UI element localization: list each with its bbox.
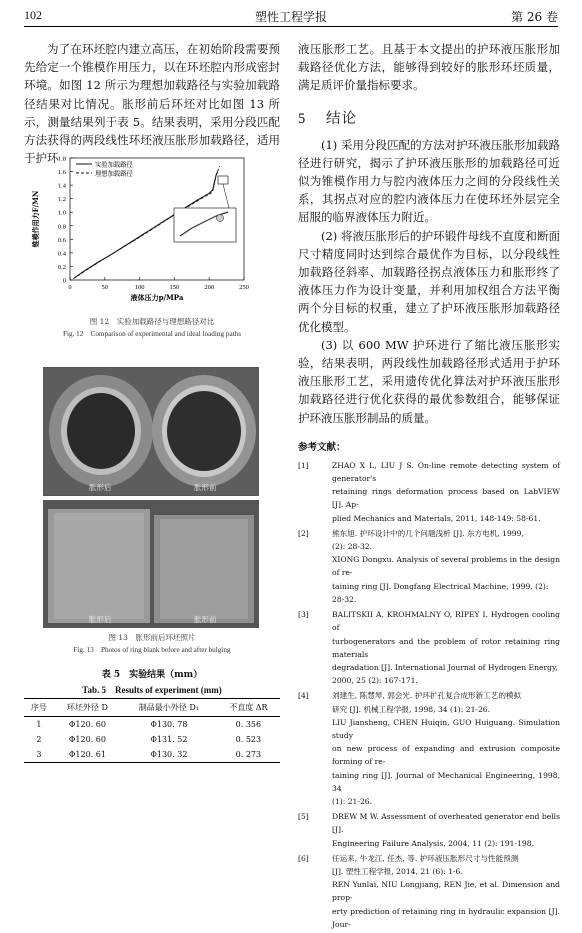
reference-number: [1]	[298, 460, 309, 470]
reference-line: 28-32.	[332, 594, 357, 604]
fig12-caption-cn: 图 12 实验加载路径与理想路径对比	[89, 317, 215, 326]
reference-line: taining ring [J]. Journal of Mechanical Engineering, 1998, 34	[332, 770, 560, 793]
table-cell: Φ130. 78	[150, 720, 188, 729]
photo-label-after: 胀形后	[89, 483, 112, 492]
y-tick-label: 1.8	[57, 155, 66, 163]
reference-line: 刘建生, 陈慧琴, 郭会光. 护环扩孔复合成形新工艺的模拟	[332, 691, 522, 701]
reference-line: REN Yunlai, NIU Longjiang, REN Jie, et al. Dimension and prop-	[332, 880, 560, 903]
y-axis-label: 锥模作用力F/MN	[31, 190, 40, 248]
reference-number: [5]	[298, 812, 309, 822]
right-column	[298, 40, 560, 933]
photo-label-before-2: 胀形前	[194, 615, 217, 624]
table-row	[24, 732, 280, 747]
y-tick-label: 1.0	[57, 209, 66, 217]
x-tick-label: 0	[68, 284, 72, 291]
table-5	[24, 668, 280, 763]
y-tick-label: 0.4	[57, 250, 66, 258]
fig13-caption-cn: 图 13 胀形前后环坯照片	[108, 633, 196, 642]
reference-list	[298, 459, 560, 931]
table-cell: Φ131. 52	[150, 735, 188, 744]
results-table	[24, 698, 280, 763]
body-paragraph: 为了在环坯腔内建立高压，在初始阶段需要预先给定一个锥模作用压力，以在环坯腔内形成密封环境。如图 12 所示为理想加载路径与实验加载路径结果对比情况。胀形前后环坯对比如图 13 所示，测量结果列于表 5。结果表明，采用分段匹配方法获得的两段线性环坯液压胀形加载路径，适用于护环	[24, 42, 280, 166]
table-title-cn: 表 5 实验结果（mm）	[101, 670, 203, 680]
header-rule	[24, 26, 558, 27]
reference-number: [3]	[298, 610, 309, 620]
page-header	[24, 6, 558, 26]
reference-line: degradation [J]. International Journal of Hydrogen Energy,	[332, 662, 558, 672]
reference-item	[298, 810, 560, 850]
section-number: 5	[298, 110, 307, 127]
fig13-caption	[24, 632, 280, 656]
inset-marker	[217, 215, 224, 222]
reference-line: LIU Jiansheng, CHEN Huiqin, GUO Huiguang. Simulation study	[332, 717, 560, 740]
inset-frame	[174, 208, 236, 242]
y-tick-label: 0.8	[57, 223, 66, 231]
reference-item	[298, 459, 560, 525]
reference-item	[298, 527, 560, 606]
table-cell: 2	[36, 735, 42, 744]
table-cell: 0. 523	[235, 735, 262, 744]
reference-line: (1): 21-26.	[332, 796, 373, 806]
reference-number: [6]	[298, 853, 309, 863]
y-tick-label: 0.2	[57, 263, 66, 271]
figure-12	[24, 150, 280, 338]
reference-line: Engineering Failure Analysis, 2004, 11 (2): 191-198.	[332, 838, 534, 848]
photo-label-before: 胀形前	[194, 483, 217, 492]
reference-item	[298, 608, 560, 687]
x-tick-label: 250	[239, 284, 249, 291]
reference-line: 熊东旭. 护环设计中的几个问题浅析 [J]. 东方电机, 1999,	[332, 528, 524, 538]
reference-line: turbogenerators and the problem of rotor retaining ring materials	[332, 636, 560, 659]
reference-number: [4]	[298, 691, 309, 701]
reference-number: [2]	[298, 528, 309, 538]
reference-item	[298, 852, 560, 931]
reference-line: 2000, 25 (2): 167-171.	[332, 676, 418, 686]
photo-rings-side-view	[44, 501, 258, 627]
reference-line: [J]. 塑性工程学报, 2014, 21 (6): 1-6.	[332, 866, 463, 876]
fig12-caption-en: Fig. 12 Comparison of experimental and ideal loading paths	[62, 330, 242, 338]
photo-rings-top-view	[44, 368, 258, 495]
photo-label-after-2: 胀形后	[89, 615, 112, 624]
table-cell: Φ120. 60	[68, 735, 106, 744]
x-tick-label: 50	[101, 284, 109, 291]
intro-paragraph: 液压胀形工艺。且基于本文提出的护环液压胀形加载路径优化方法，能够得到较好的胀形环坯质量，满足质评价量指标要求。	[298, 42, 560, 93]
table-header: 序号	[24, 699, 54, 717]
journal-name: 塑性工程学报	[254, 10, 327, 24]
x-tick-label: 100	[134, 284, 145, 291]
conclusion-2: (2) 将液压胀形后的护环锻件母线不直度和断面尺寸精度同时达到综合最优作为目标，以分段线性加载路径斜率、加载路径拐点液体压力和胀形终了液体压力作为设计变量，并利用加权组合方法平衡两个分目标的权重，建立了护环液压胀形加载路径优化模型。	[298, 228, 560, 334]
section-heading	[298, 107, 560, 128]
reference-line: erty prediction of retaining ring in hydraulic expansion [J]. Jour-	[332, 906, 560, 929]
y-tick-label: 0	[62, 277, 66, 285]
reference-item	[298, 689, 560, 808]
y-tick-label: 1.6	[57, 169, 66, 177]
reference-line: BALITSKII A, KROHMALNY O, RIPEY I. Hydrogen cooling of	[332, 610, 560, 633]
conclusion-1: (1) 采用分段匹配的方法对护环液压胀形加载路径进行研究，揭示了护环液压胀形的加载路径可近似为锥模作用力与腔内液体压力之间的分段线性关系，其拐点对应的腔内液体压力在使环坯外层完全屈服的临界液体压力附近。	[298, 137, 560, 225]
reference-line: taining ring [J]. Dongfang Electrical Machine, 1999, (2):	[332, 581, 549, 591]
reference-line: 研究 [J]. 机械工程学报, 1998, 34 (1): 21-26.	[332, 704, 491, 714]
x-tick-label: 200	[204, 284, 215, 291]
table-title-en: Tab. 5 Results of experiment (mm)	[82, 685, 222, 695]
fig13-caption-en: Fig. 13 Photos of ring blank before and after bulging	[73, 646, 231, 654]
table-cell: Φ120. 61	[54, 747, 121, 763]
reference-line: 任运来, 牛龙江, 任杰, 等. 护环液压胀形尺寸与性能预测	[332, 853, 519, 863]
table-cell: 0. 356	[235, 720, 262, 729]
y-tick-label: 0.6	[57, 236, 66, 244]
table-header: 制品最小外径 D₁	[121, 699, 217, 717]
table-cell: 1	[36, 720, 42, 729]
reference-line: retaining rings deformation process based on LabVIEW [J]. Ap-	[332, 487, 560, 510]
table-cell: 0. 273	[217, 747, 280, 763]
x-tick-label: 150	[169, 284, 180, 291]
section-title: 结论	[326, 110, 357, 127]
photo-top	[43, 367, 259, 496]
legend-label: 实验加载路径	[95, 161, 133, 169]
conclusion-3: (3) 以 600 MW 护环进行了缩比液压胀形实验，结果表明，两段线性加载路径形式适用于护环液压胀形工艺，采用遗传优化算法对护环液压胀形加载路径进行优化获得的最优参数组合，能够保证护环液压胀形制品的质量。	[298, 337, 560, 425]
reference-line: plied Mechanics and Materials, 2011, 148-149: 58-61.	[332, 513, 541, 523]
table-row	[24, 717, 280, 733]
page-number: 102	[24, 8, 42, 22]
references-title: 参考文献：	[298, 441, 346, 453]
zoom-connector	[223, 184, 229, 208]
reference-line: DREW M W. Assessment of overheated generator end bells [J].	[332, 812, 560, 835]
legend-label: 理想加载路径	[95, 170, 133, 178]
reference-line: ZHAO X L, LIU J S. On-line remote detecting system of generator's	[332, 460, 560, 484]
left-column	[24, 40, 280, 167]
y-tick-label: 1.4	[57, 182, 66, 190]
volume-label: 第 26 卷	[511, 10, 558, 24]
table-cell: Φ120. 60	[68, 720, 106, 729]
loading-path-chart	[24, 150, 280, 310]
reference-line: (2): 28-32.	[332, 542, 373, 552]
table-header: 环坯外径 D	[54, 699, 121, 717]
photo-bottom	[43, 500, 259, 628]
x-axis-label: 液体压力p/MPa	[130, 293, 184, 302]
table-header: 不直度 ΔR	[217, 699, 280, 717]
table-row	[24, 747, 280, 763]
zoom-box	[218, 176, 228, 184]
table-cell: 3	[24, 747, 54, 763]
reference-line: XIONG Dongxu. Analysis of several problems in the design of re-	[332, 555, 560, 578]
table-cell: Φ130. 32	[121, 747, 217, 763]
reference-line: on new process of expanding and extrusion composite forming of re-	[332, 744, 560, 767]
y-tick-label: 1.2	[57, 196, 66, 204]
